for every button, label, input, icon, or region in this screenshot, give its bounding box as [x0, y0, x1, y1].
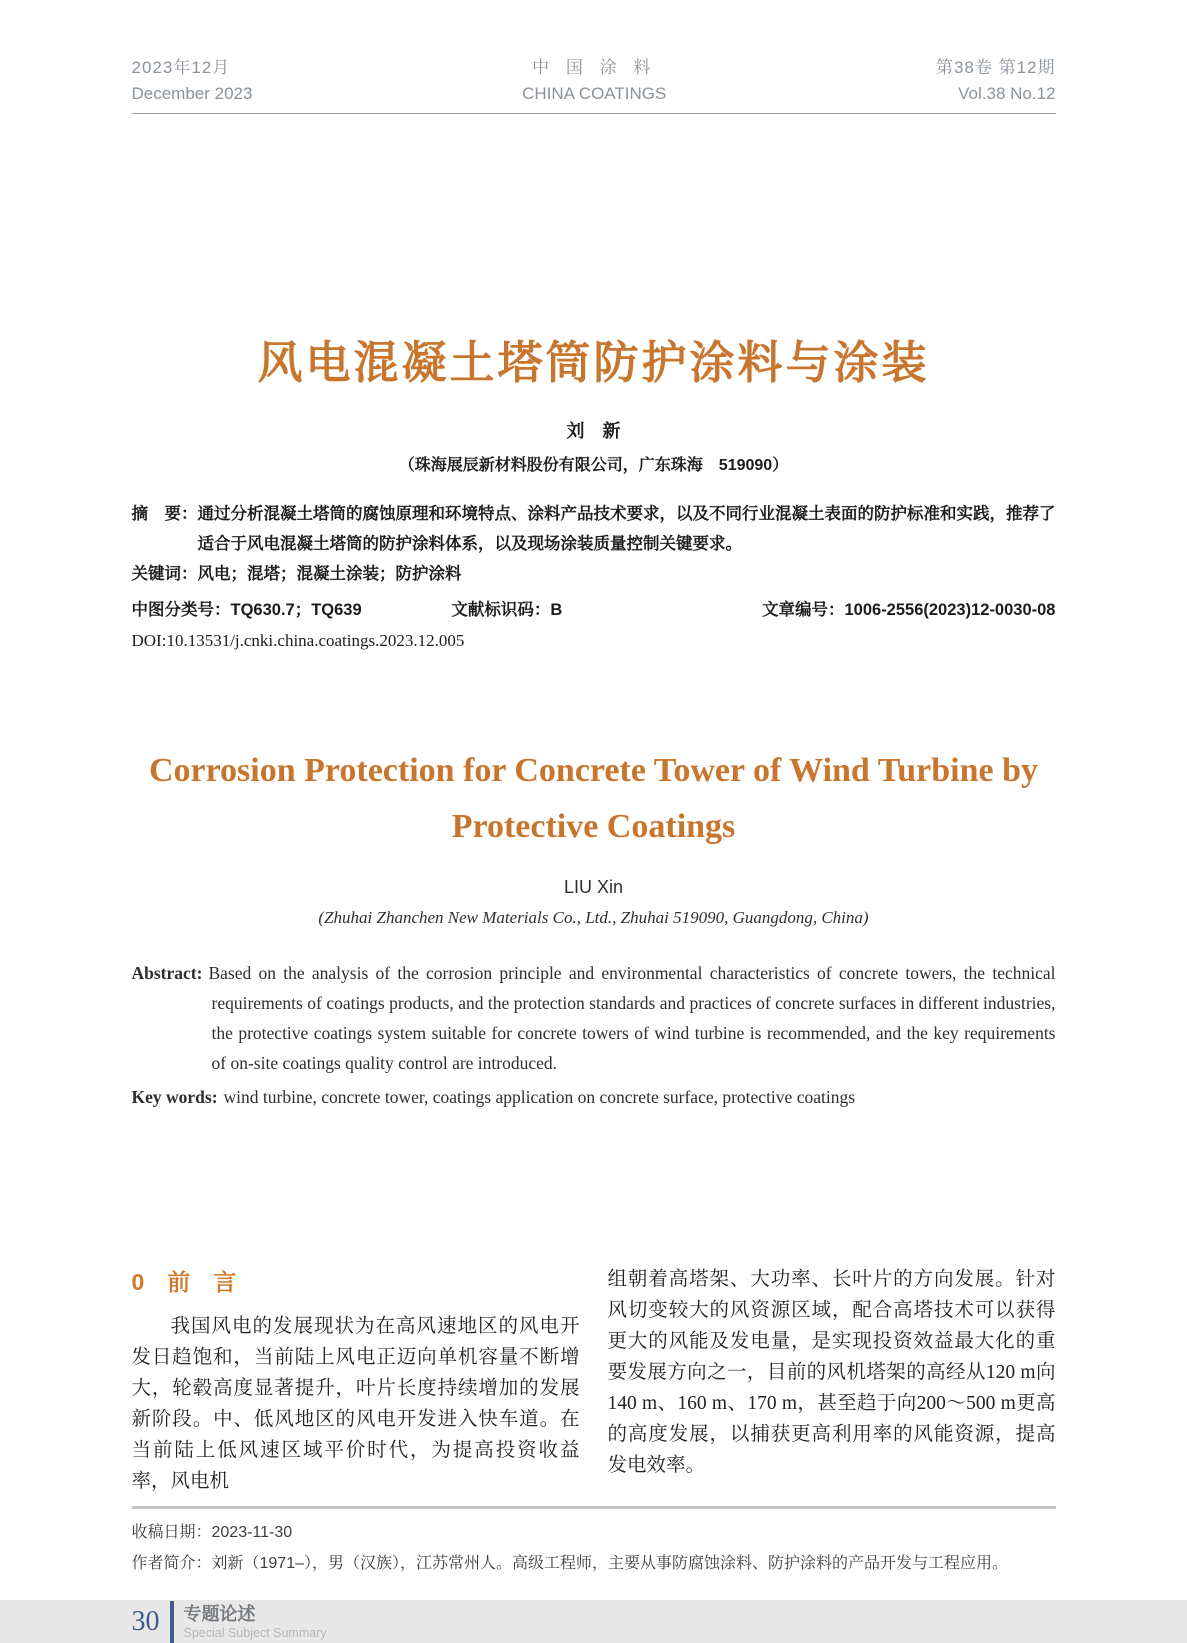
affiliation-cn: （珠海展辰新材料股份有限公司，广东珠海 519090）	[398, 457, 789, 474]
keywords-cn-label: 关键词：	[131, 565, 198, 583]
abstract-en-text: Based on the analysis of the corrosion principle and environmental characteristics of concrete towers, the technical requirements of coatings products, and the protection standards and practices of concrete surfaces in different industries, the protective coatings system suitable for concrete towers of wind turbine is recommended, and the key requirements of on-site coatings quality control are introduced.	[208, 963, 1056, 1073]
keywords-en-text: wind turbine, concrete tower, coatings application on concrete surface, protective coatings	[223, 1087, 856, 1107]
footer-column-cn: 专题论述	[183, 1604, 256, 1624]
body-left-column	[132, 1264, 580, 1497]
author-en: LIU Xin	[563, 877, 624, 897]
header-divider	[132, 113, 1056, 114]
article-title-cn: 风电混凝土塔筒防护涂料与涂装	[257, 337, 930, 388]
article-title-en-line2: Protective Coatings	[451, 808, 736, 845]
header-issue	[936, 55, 1056, 107]
header-date	[132, 55, 253, 107]
body-columns	[132, 1264, 1056, 1497]
header-journal-cn: 中 国 涂 料	[532, 58, 657, 77]
keywords-cn-line	[132, 559, 1056, 589]
section-heading-intro: 0 前 言	[131, 1269, 237, 1295]
header-issue-cn: 第38卷 第12期	[935, 58, 1056, 77]
body-right-paragraph: 组朝着高塔架、大功率、长叶片的方向发展。针对风切变较大的风资源区域，配合高塔技术可以获得更大的风能及发电量，是实现投资效益最大化的重要发展方向之一，目前的风机塔架的高经从120 m向140 m、160 m、170 m，甚至趋于向200～500 m更高的高度发展，以捕获更高利用率的风能资源，提高发电效率。	[607, 1269, 1056, 1476]
received-date: 收稿日期：2023-11-30	[131, 1524, 293, 1541]
author-bio: 作者简介：刘新（1971–），男（汉族），江苏常州人。高级工程师，主要从事防腐蚀涂料、防护涂料的产品开发与工程应用。	[131, 1555, 1008, 1572]
footer-column-title	[184, 1603, 327, 1641]
footnote-divider	[132, 1506, 1056, 1509]
header-journal-name	[522, 55, 666, 107]
article-title-en	[132, 743, 1056, 855]
page-content	[132, 0, 1056, 1643]
abstract-cn-paragraph	[132, 499, 1056, 559]
keywords-cn-text: 风电；混塔；混凝土涂装；防护涂料	[197, 565, 462, 583]
article-title-en-line1: Corrosion Protection for Concrete Tower of Wind Turbine by	[148, 752, 1039, 789]
doi: DOI:10.13531/j.cnki.china.coatings.2023.12.005	[131, 631, 465, 650]
footer-column-en: Special Subject Summary	[183, 1626, 327, 1640]
footer-bar	[170, 1601, 174, 1643]
document-code: 文献标识码：B	[451, 601, 563, 619]
body-left-paragraph: 我国风电的发展现状为在高风速地区的风电开发日趋饱和，当前陆上风电正迈向单机容量不断增大，轮毂高度显著提升，叶片长度持续增加的发展新阶段。中、低风地区的风电开发进入快车道。在当前陆上低风速区域平价时代，为提高投资收益率，风电机	[131, 1316, 580, 1492]
abstract-cn-text: 通过分析混凝土塔筒的腐蚀原理和环境特点、涂料产品技术要求，以及不同行业混凝土表面的防护标准和实践，推荐了适合于风电混凝土塔筒的防护涂料体系，以及现场涂装质量控制关键要求。	[197, 505, 1056, 553]
abstract-en-block	[132, 958, 1056, 1112]
journal-header	[132, 55, 1056, 107]
body-right-column	[608, 1264, 1056, 1497]
keywords-en-label: Key words:	[131, 1087, 218, 1107]
abstract-cn-label: 摘 要：	[131, 505, 198, 523]
abstract-en-label: Abstract:	[131, 963, 203, 983]
clc-number: 中图分类号：TQ630.7；TQ639	[131, 601, 362, 619]
article-id: 文章编号：1006-2556(2023)12-0030-08	[761, 601, 1056, 619]
page-number: 30	[131, 1606, 160, 1637]
header-issue-en: Vol.38 No.12	[958, 84, 1056, 103]
footnote-block	[132, 1517, 1056, 1579]
affiliation-en: (Zhuhai Zhanchen New Materials Co., Ltd., Zhuhai 519090, Guangdong, China)	[318, 908, 869, 927]
header-date-en: December 2023	[131, 84, 253, 103]
header-journal-en: CHINA COATINGS	[522, 84, 667, 103]
meta-row	[132, 596, 1056, 620]
abstract-en-paragraph	[132, 958, 1056, 1078]
author-cn: 刘 新	[566, 421, 621, 441]
keywords-en-line	[132, 1082, 1056, 1112]
page-footer	[132, 1601, 1056, 1643]
abstract-cn-block	[132, 499, 1056, 589]
header-date-cn: 2023年12月	[131, 58, 231, 77]
